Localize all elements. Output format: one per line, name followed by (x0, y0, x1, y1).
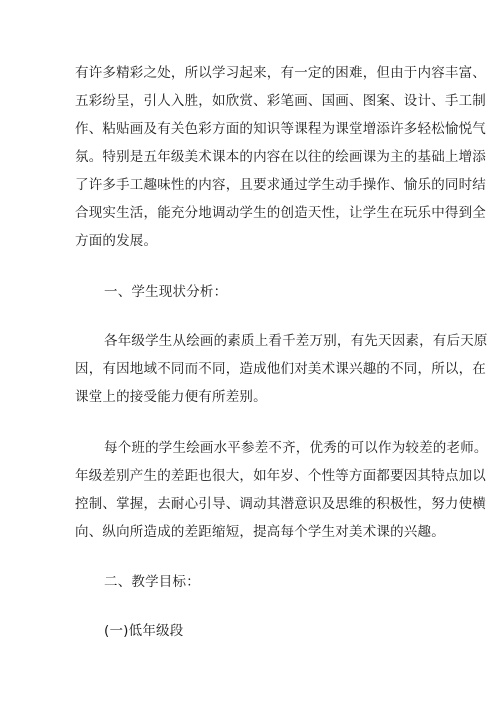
intro-line-1: 有许多精彩之处，所以学习起来，有一定的困难，但由于内容丰富、 (75, 65, 486, 81)
para3-line-2: 年级差别产生的差距也很大，如年岁、个性等方面都要因其特点加以 (75, 468, 486, 484)
para2-line-3: 课堂上的接受能力便有所差别。 (75, 389, 267, 405)
intro-line-7: 方面的发展。 (75, 233, 158, 249)
intro-line-5: 了许多手工趣味性的内容，且要求通过学生动手操作、愉乐的同时结 (75, 177, 486, 193)
intro-line-3: 作、粘贴画及有关色彩方面的知识等课程为课堂增添许多轻松愉悦气 (75, 121, 486, 137)
para2-line-2: 因，有因地域不同而不同，造成他们对美术课兴趣的不同，所以，在 (75, 361, 486, 377)
para2-line-1: 各年级学生从绘画的素质上看千差万别，有先天因素，有后天原 (104, 333, 488, 349)
section1-heading: 一、学生现状分析： (104, 284, 228, 300)
subsection-heading: (一)低年级段 (104, 623, 184, 639)
section2-heading: 二、教学目标： (104, 574, 200, 590)
para3-line-1: 每个班的学生绘画水平参差不齐，优秀的可以作为较差的老师。 (104, 440, 488, 456)
para3-line-3: 控制、掌握，去耐心引导、调动其潜意识及思维的积极性，努力使横 (75, 496, 486, 512)
intro-line-4: 氛。特别是五年级美术课本的内容在以往的绘画课为主的基础上增添 (75, 149, 486, 165)
intro-line-2: 五彩纷呈，引人入胜，如欣赏、彩笔画、国画、图案、设计、手工制 (75, 93, 486, 109)
para3-line-4: 向、纵向所造成的差距缩短，提高每个学生对美术课的兴趣。 (75, 524, 445, 540)
intro-line-6: 合现实生活，能充分地调动学生的创造天性，让学生在玩乐中得到全 (75, 205, 486, 221)
